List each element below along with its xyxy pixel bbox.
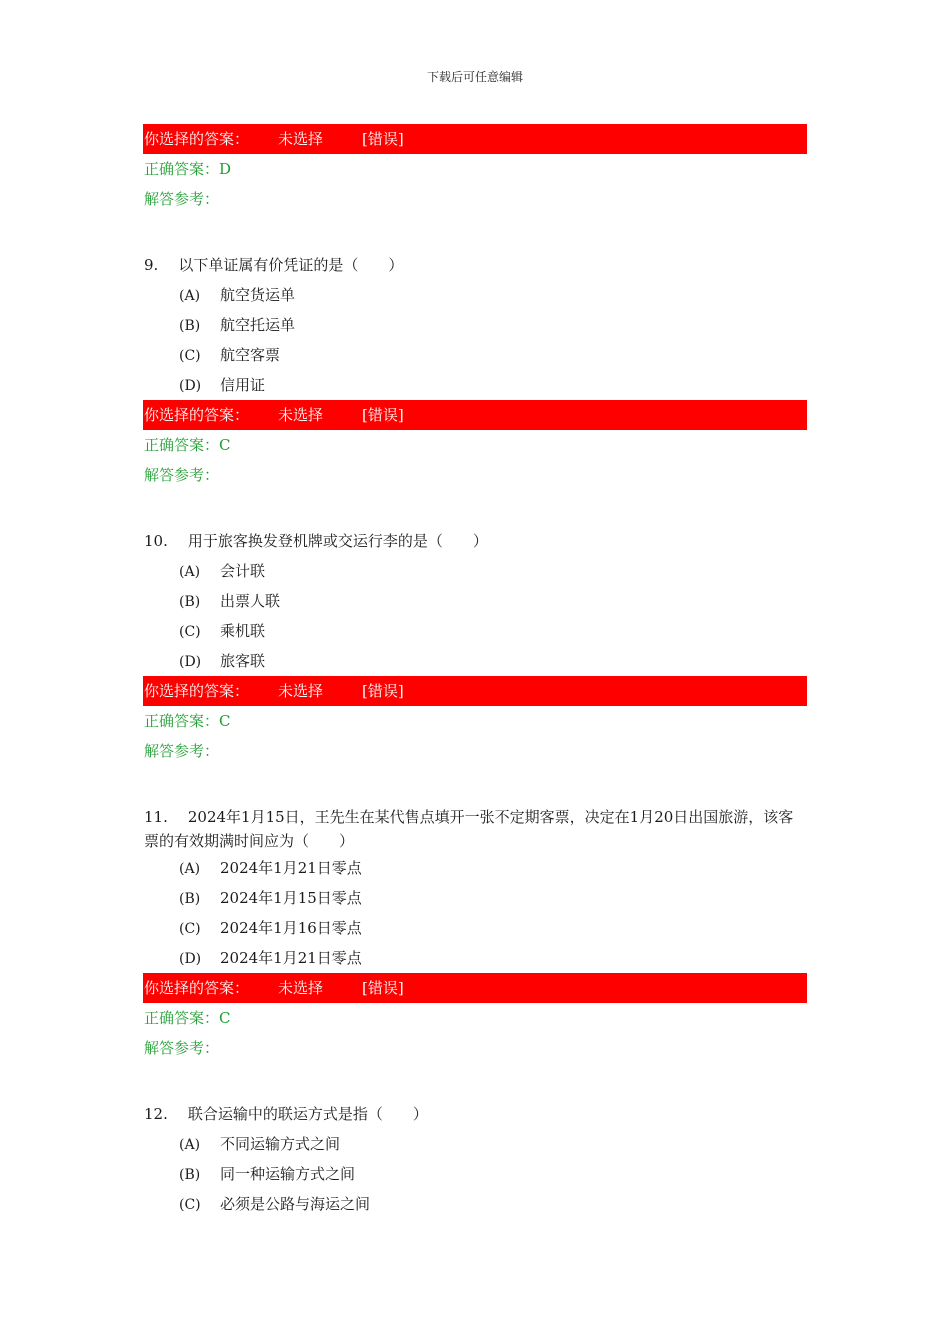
option-b[interactable]: (B) 2024年1月15日零点 xyxy=(179,889,362,907)
correct-answer: 正确答案：C xyxy=(144,436,231,454)
question-text: 以下单证属有价凭证的是（ ） xyxy=(178,256,404,274)
explanation-label: 解答参考： xyxy=(144,190,220,208)
option-a[interactable]: (A) 航空货运单 xyxy=(179,286,296,304)
answer-result-bar: 你选择的答案： 未选择 [错误] xyxy=(143,676,807,706)
question-number: 10. xyxy=(144,532,168,550)
correct-answer: 正确答案：D xyxy=(144,160,232,178)
option-b[interactable]: (B) 出票人联 xyxy=(179,592,281,610)
correct-answer: 正确答案：C xyxy=(144,712,231,730)
option-a[interactable]: (A) 会计联 xyxy=(179,562,266,580)
option-a[interactable]: (A) 2024年1月21日零点 xyxy=(179,859,362,877)
option-c[interactable]: (C) 必须是公路与海运之间 xyxy=(179,1195,371,1213)
answer-result-bar: 你选择的答案： 未选择 [错误] xyxy=(143,973,807,1003)
question-number: 12. xyxy=(144,1105,168,1123)
option-a[interactable]: (A) 不同运输方式之间 xyxy=(179,1135,341,1153)
option-b[interactable]: (B) 同一种运输方式之间 xyxy=(179,1165,356,1183)
option-b[interactable]: (B) 航空托运单 xyxy=(179,316,296,334)
question-12 xyxy=(144,1099,807,1129)
explanation-label: 解答参考： xyxy=(144,1039,220,1057)
explanation-label: 解答参考： xyxy=(144,742,220,760)
explanation-label: 解答参考： xyxy=(144,466,220,484)
result-status: [错误] xyxy=(362,130,404,148)
question-11 xyxy=(144,805,807,853)
option-d[interactable]: (D) 旅客联 xyxy=(179,652,266,670)
option-c[interactable]: (C) 乘机联 xyxy=(179,622,266,640)
option-d[interactable]: (D) 2024年1月21日零点 xyxy=(179,949,362,967)
answer-result-bar xyxy=(143,124,807,154)
your-answer-value: 未选择 xyxy=(278,130,324,148)
question-number: 9. xyxy=(144,256,159,274)
answer-result-bar: 你选择的答案： 未选择 [错误] xyxy=(143,400,807,430)
quiz-content xyxy=(144,124,807,1219)
question-number: 11. xyxy=(144,808,168,826)
your-answer-label: 你选择的答案： xyxy=(144,130,250,148)
question-text: 用于旅客换发登机牌或交运行李的是（ ） xyxy=(187,532,488,550)
page-header: 下载后可任意编辑 xyxy=(426,70,523,84)
option-c[interactable]: (C) 2024年1月16日零点 xyxy=(179,919,362,937)
option-c[interactable]: (C) 航空客票 xyxy=(179,346,281,364)
correct-answer: 正确答案：C xyxy=(144,1009,231,1027)
option-d[interactable]: (D) 信用证 xyxy=(179,376,266,394)
correct-answer-value: D xyxy=(219,160,232,178)
question-text: 2024年1月15日，王先生在某代售点填开一张不定期客票，决定在1月20日出国旅游，该客票的有效期满时间应为（ ） xyxy=(144,808,794,850)
question-text: 联合运输中的联运方式是指（ ） xyxy=(187,1105,428,1123)
question-10 xyxy=(144,526,807,556)
question-9 xyxy=(144,250,807,280)
